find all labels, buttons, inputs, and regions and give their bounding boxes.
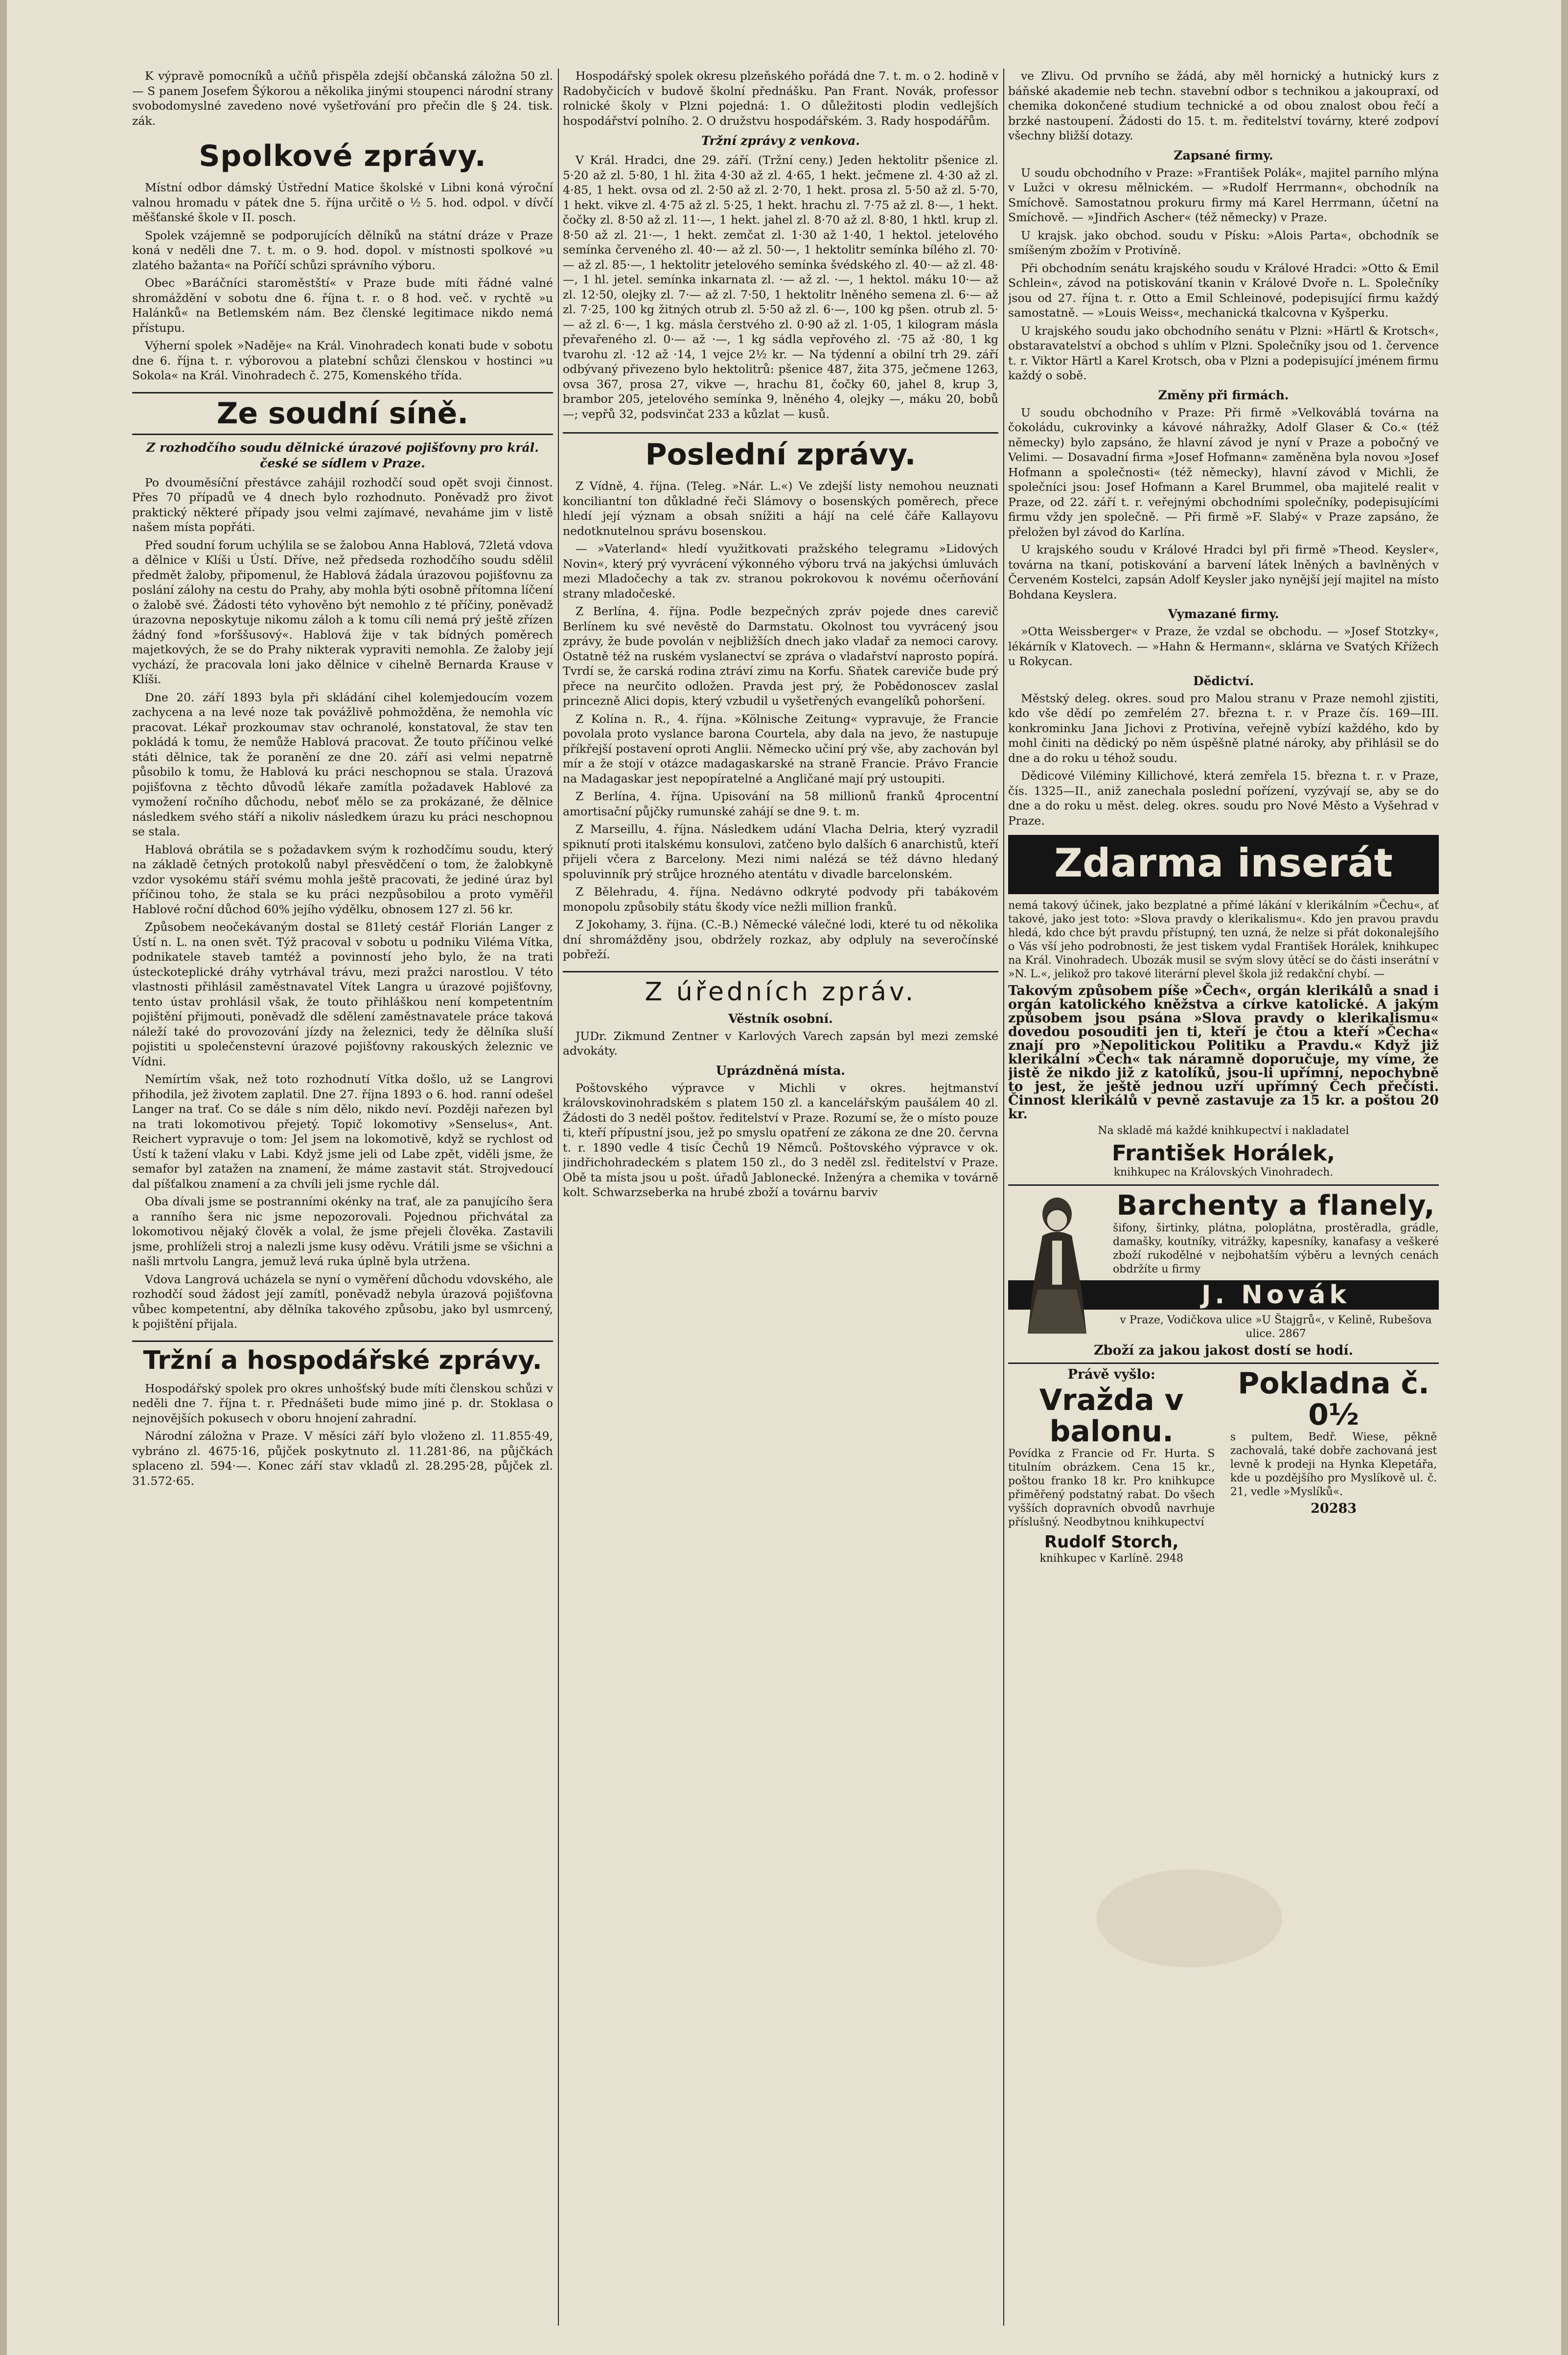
article-text: Po dvouměsíční přestávce zahájil rozhodčí soud opět svoji činnost. Přes 70 případů ve 4 dnech bylo rozhodnuto. Poněvadž pro život praktický některé případy jsou velmi zajímavé, nevaháme jim v listě našem místa popřáti. <box>132 475 553 534</box>
article-subheading: Věstník osobní. <box>728 1011 833 1026</box>
article-text: Hablová obrátila se s požadavkem svým k rozhodčímu soudu, který na základě četných protokolů nabyl přesvědčení o tom, že žalobkyně vzdor vysokému stáří svému mohla ještě pracovati, že jediné úraz byl příčinou toho, že stala se ku práci nezpůsobilou a proto vyměřil Hablové roční důchod 60% jejího výdělku, obnosem 127 zl. 56 kr. <box>132 842 553 916</box>
ad-text: Takovým způsobem píše »Čech«, orgán klerikálů a snad i orgán katolického kněžstva a církve katolické. A jakým způsobem jsou psána »Slova pravdy o klerikalismu« dovedou posouditi jen ti, kteří je čtou a kteří »Čecha« znají pro »Nepolitickou Politiku a Pravdu.« Když již klerikální »Čech« tak náramně doporučuje, my víme, že jistě že nikdo již z katolíků, jsou-li upřímní, nepochybně to jest, že ještě jednou uzří upřímný Čech přečísti. Činnost klerikálů v pevně zastavuje za 15 kr. a poštou 20 kr. <box>1008 983 1439 1122</box>
column-rule <box>558 69 559 2326</box>
ad-pokladna-title: Pokladna č. 0½ <box>1238 1366 1430 1432</box>
article-text: Výherní spolek »Naděje« na Král. Vinohradech konati bude v sobotu dne 6. října t. r. výborovou a platební schůzi členskou v hostinci »u Sokola« na Král. Vinohradech č. 275, Komenského třída. <box>132 339 553 382</box>
article-text: Oba dívali jsme se postranními okénky na trať, ale za panujícího šera a ranního šera nic jsme nepozorovali. Pojednou přichvátal za lokomotivou nějaký člověk a volal, že jsme přejeli člověka. Zastavili jsme, prohlíželi stroj a nalezli jsme kusy oděvu. Vrátili jsme se všichni a našli mrtvolu Langra, jemuž levá ruka úplně byla utržena. <box>132 1195 553 1268</box>
article-text: Národní záložna v Praze. V měsíci září bylo vloženo zl. 11.855·49, vybráno zl. 4675·16, půjček poskytnuto zl. 11.281·86, na půjčkách splaceno zl. 594·—. Konec září stav vkladů zl. 28.295·28, půjček zl. 31.572·65. <box>132 1429 553 1488</box>
paper-edge-right <box>1561 0 1568 2355</box>
article-text: Hospodářský spolek pro okres unhošťský bude míti členskou schůzi v neděli dne 7. října t. r. Přednášeti bude mimo jiné p. dr. Stoklasa o nejnovějších pokusech v oboru hnojení zahradní. <box>132 1381 553 1425</box>
article-subheading: Uprázdněná místa. <box>716 1063 845 1078</box>
article-text: JUDr. Zikmund Zentner v Karlových Varech zapsán byl mezi zemské advokáty. <box>563 1029 998 1058</box>
article-subheading: Vymazané firmy. <box>1168 607 1279 621</box>
column-1 <box>132 69 553 2326</box>
article-text: Místní odbor dámský Ústřední Matice školské v Libni koná výroční valnou hromadu v pátek dne 5. října určitě o ½ 5. hod. odpol. v dívčí měšťanské škole v II. posch. <box>132 181 553 224</box>
ad-zdarma-inserat-banner: Zdarma inserát <box>1008 835 1439 894</box>
ad-text: Na skladě má každé knihkupectví i nakladatel <box>1098 1125 1349 1137</box>
ad-kicker: Právě vyšlo: <box>1067 1367 1155 1382</box>
article-text: K výpravě pomocníků a učňů přispěla zdejší občanská záložna 50 zl. — S panem Josefem Šýkorou a několika jinými stoupenci národní strany svobodomyslné zavedeno nové vyšetřování pro přečin dle § 24. tisk. zák. <box>132 69 553 128</box>
article-text: Z Jokohamy, 3. října. (C.-B.) Německé válečné lodi, které tu od několika dní shromážděny jsou, obdržely rozkaz, aby odpluly na severočínské pobřeží. <box>563 918 998 961</box>
ad-book-title: Vražda v balonu. <box>1039 1383 1184 1449</box>
article-text: ve Zlivu. Od prvního se žádá, aby měl hornický a hutnický kurs z báňské akademie neb techn. stavební odbor s technikou a jakoupraxí, od chemika dokončené studium technické a od obou znalost obou řečí a brzké nastoupení. Žádosti do 15. t. m. ředitelství továrny, které zodpoví všechny bližší dotazy. <box>1008 69 1439 142</box>
section-heading-trzni: Tržní a hospodářské zprávy. <box>132 1340 553 1375</box>
section-heading-spolkove: Spolkové zprávy. <box>199 139 486 173</box>
article-subheading: Tržní zprávy z venkova. <box>701 134 860 148</box>
section-heading-posledni: Poslední zprávy. <box>563 432 998 472</box>
article-text: Poštovského výpravce v Michli v okres. hejtmanství královskovinohradském s platem 150 zl. a kancelářským paušálem 40 zl. Žádosti do 3 neděl poštov. ředitelství v Praze. Rozumí se, že o místo pouze ti, kteří přípustní jsou, jež po smyslu opatření ze zákona ze dne 20. června t. r. 1890 vedle 4 tisíc Čechů 19 Němců. Poštovského výpravce v ok. jindřichohradeckém s platem 150 zl., do 3 neděl zsl. ředitelství v Praze. Obě ta místa jsou u pošt. úřadů Jablonecké. Inženýra a chemika v továrně kolt. Schwarzseberka na hrubé zboží a továrnu barviv <box>563 1081 998 1199</box>
ad-text: šifony, širtinky, plátna, poloplátna, prostěradla, grádle, damašky, koutníky, vitrážky, kapesníky, kanafasy a veškeré zboží rukodělné v nejbohatším výběru a levných cenách obdržíte u firmy <box>1113 1222 1439 1275</box>
article-text: Při obchodním senátu krajského soudu v Králové Hradci: »Otto & Emil Schlein«, závod na potiskování tkanin v Králové Dvoře n. L. Společníky jsou od 27. října t. r. Otto a Emil Schleinové, podepisující firmu každý samostatně. — »Louis Weiss«, mechanická tkalcovna v Kyšperku. <box>1008 261 1439 320</box>
article-text: Před soudní forum uchýlila se se žalobou Anna Hablová, 72letá vdova a dělnice v Klíši u Ústí. Dříve, než předseda rozhodčího soudu sdělil předmět žaloby, připomenul, že Hablová žádala úrazovou pojišťovnu za poslání zálohy na cestu do Prahy, aby mohla býti osobně přítomna líčení o žalobě své. Žádosti této vyhověno být nemohlo z té příčiny, poněvadž úrazovna neposkytuje nikomu záloh a k tomu cíli nemá prý ještě zřízen žádný fond »forššusový«. Hablová žije v tak bídných poměrech majetkových, že se do Prahy nikterak vypraviti nemohla. Ze žaloby její vychází, že pracovala loni jako dělnice v cihelně Bernarda Krause v Klíši. <box>132 538 553 686</box>
article-text: U krajského soudu v Králové Hradci byl při firmě »Theod. Keysler«, továrna na tkaní, potiskování a barvení látek lněných a bavlněných v Červeném Kostelci, zapsán Adolf Keysler jako nynější její majitel na místo Bohdana Keyslera. <box>1008 543 1439 601</box>
ad-firm-name: J. Novák <box>1008 1280 1439 1310</box>
article-text: — »Vaterland« hledí využitkovati pražského telegramu »Lidových Novin«, který prý vyvrácení výkonného výboru trvá na jakýchsi úmluvách mezi Mladočechy a tak zv. stranou pokrokovou k novému očerňování strany mladočeské. <box>563 542 998 600</box>
woman-figure-illustration <box>1008 1192 1106 1339</box>
article-text: Z Berlína, 4. října. Upisování na 58 millionů franků 4procentní amortisační půjčky rumunské zahájí se dne 9. t. m. <box>563 789 998 818</box>
article-text: V Král. Hradci, dne 29. září. (Tržní ceny.) Jeden hektolitr pšenice zl. 5·20 až zl. 5·80, 1 hl. žita 4·30 až zl. 4·65, 1 hekt. ječmene zl. 4·30 až zl. 4·85, 1 hekt. ovsa od zl. 2·50 až zl. 2·70, 1 hekt. prosa zl. 5·50 až zl. 5·70, 1 hekt. vikve zl. 4·75 až zl. 5·25, 1 hekt. hrachu zl. 7·75 až zl. 8·—, 1 hekt. čočky zl. 8·50 až zl. 11·—, 1 hekt. jahel zl. 8·70 až zl. 8·80, 1 hktl. krup zl. 8·50 až zl. 21·—, 1 hekt. zemčat zl. 1·30 až 1·40, 1 hektol. jetelového semínka červeného zl. 40·— až zl. 50·—, 1 hektolitr semínka bílého zl. 70·— až zl. 85·—, 1 hektolitr jetelového semínka švédského zl. 40·— až zl. 48·—, 1 hl. jetel. semínka inkarnata zl. ·— až zl. ·—, 1 hektol. máku 10·— až zl. 12·50, olejky zl. 7·— až zl. 7·50, 1 hektolitr lněného semena zl. 6·— až zl. 7·25, 100 kg žitných otrub zl. 5·50 až zl. 6·—, 100 kg pšen. otrub zl. 5·— až zl. 6·—, 1 kg. másla čerstvého zl. 0·90 až zl. 1·05, 1 kilogram másla převařeného zl. 0·— až ·—, 1 kg sádla vepřového zl. ·75 až ·80, 1 kg tvarohu zl. ·12 až ·14, 1 vejce 2½ kr. — Na týdenní a obilní trh 29. září odbývaný přivezeno bylo hektolitrů: pšenice 487, žita 375, ječmene 1263, ovsa 367, prosa 27, vikve —, hrachu 81, čočky 60, jahel 8, krup 3, brambor 205, jetelového semínka 9, lněného 4, olejky —, máku 20, bobů —; vepřů 32, podsvinčat 233 a kůzlat — kusů. <box>563 153 998 421</box>
article-text: Z Bělehradu, 4. října. Nedávno odkryté podvody při tabákovém monopolu způsobily státu škody více nežli million franků. <box>563 885 998 914</box>
article-text: U soudu obchodního v Praze: »František Polák«, majitel parního mlýna v Lužci v okresu mělnickém. — »Rudolf Herrmann«, obchodník na Smíchově. Samostatnou prokuru firmy má Karel Herrmann, účetní na Smíchově. — »Jindřich Ascher« (též německy) v Praze. <box>1008 165 1439 224</box>
ad-note: Zboží za jakou jakost dostí se hodí. <box>1093 1343 1354 1358</box>
ad-seller-sub: knihkupec v Karlíně. 2948 <box>1039 1552 1183 1565</box>
ad-text: Povídka z Francie od Fr. Hurta. S titulním obrázkem. Cena 15 kr., poštou franko 18 kr. Pro knihkupce přiměřený podstatný rabat. Do všech vyšších dopravních obvodů navrhuje příslušný. Neodbytnou knihkupectví <box>1008 1448 1215 1528</box>
section-heading-uredni: Z úředních zpráv. <box>563 971 998 1007</box>
ad-barchenty-title: Barchenty a flanely, <box>1116 1190 1435 1222</box>
column-2 <box>563 69 998 2326</box>
ad-barchenty <box>1008 1184 1439 1358</box>
article-text: U krajského soudu jako obchodního senátu v Plzni: »Härtl & Krotsch«, obstaravatelství a obchod s uhlím v Plzni. Společníky jsou od 1. července t. r. Viktor Härtl a Karel Krotsch, oba v Plzni a podepisující jménem firmu každý o sobě. <box>1008 323 1439 382</box>
ad-vrazda-v-balonu <box>1008 1368 1215 1569</box>
ad-publisher-sub: knihkupec na Královských Vinohradech. <box>1113 1166 1334 1178</box>
article-text: Městský deleg. okres. soud pro Malou stranu v Praze nemohl zjistiti, kdo vše dědí po zemřelém 27. března t. r. v Praze čís. 169—III. konkrominku Jana Jichovi z Protivína, veřejně vybízí každého, kdo by mohl činiti na dědický po něm úspěšně platné nároky, aby přihlásil se do dne a do roku u téhož soudu. <box>1008 691 1439 765</box>
article-text: Vdova Langrová ucházela se nyní o vyměření důchodu vdovského, ale rozhodčí soud žádost její zamítl, poněvadž nebyla úrazová pojišťovna vůbec kompetentní, aby dělníka takového způsobu, jako byl usmrcený, k pojištění přijala. <box>132 1272 553 1331</box>
article-text: Způsobem neočekávaným dostal se 81letý cestář Florián Langer z Ústí n. L. na onen svět. Týž pracoval v sobotu u podniku Viléma Vítka, podnikatele staveb tamtéž a povinností jeho bylo, že na trati ústeckoteplické dráhy vytrhával trávu, mezi pražci narostlou. V této vlastnosti přihlásil zaměstnavatel Vítek Langra u úrazové pojišťovny, tento ústav prohlásil však, že touto přihláškou není kompetentním pojištění přijmouti, poněvadž dle sdělení zaměstnavatele práce taková náleží také do provozování jízdy na železnici, tedy že dělníka sluší pojistiti u společenstevní úrazové pojišťovny rakouských železnic ve Vídni. <box>132 920 553 1068</box>
article-text: Z Marseillu, 4. října. Následkem udání Vlacha Delria, který vyzradil spiknutí proti italskému konsulovi, zatčeno bylo dalších 6 anarchistů, kteří přijeli včera z Barcelony. Mezi nimi nalézá se též dávno hledaný spoluvinník prý strůjce hrozného atentátu v divadle barcelonském. <box>563 822 998 881</box>
paper-edge-left <box>0 0 7 2355</box>
article-text: Dne 20. září 1893 byla při skládání cihel kolemjedoucím vozem zachycena a na levé noze tak povážlivě pohmožděna, že nemohla víc pracovat. Lékař prozkoumav stav ochranolé, konstatoval, že stav ten pokládá k tomu, že nemůže Hablová pracovat. Že touto příčinou velké státi dělnice, tak že poranění ze dne 20. září asi velmi nepatrně působilo k tomu, že Hablová ku práci neschopnou se stala. Úrazová pojišťovna z těchto důvodů lékaře zamítla požadavek Hablové za vymožení ročního důchodu, neboť mělo se za prokázané, že dělnice následkem svého stáří a nikoliv následkem úrazu ku práci neschopnou se stala. <box>132 690 553 838</box>
section-heading-soudni-sin: Ze soudní síně. <box>132 392 553 435</box>
column-3 <box>1008 69 1439 2326</box>
ad-bottom-row <box>1008 1362 1439 1569</box>
ad-address: v Praze, Vodičkova ulice »U Štajgrů«, v Kelině, Rubešova ulice. 2867 <box>1120 1314 1432 1340</box>
article-text: Z Kolína n. R., 4. října. »Kölnische Zeitung« vypravuje, že Francie povolala proto vyslance barona Courtela, aby dala na jevo, že nastupuje příkřejší postavení oproti Anglii. Německo učiní prý vše, aby zachován byl mír a že stojí v otázce madagaskarské na straně Francie. Právo Francie na Madagaskar jest nepopíratelné a Angličané mají prý ustoupiti. <box>563 712 998 785</box>
article-subheading: Z rozhodčího soudu dělnické úrazové pojišťovny pro král. české se sídlem v Praze. <box>146 440 539 470</box>
ad-seller-name: Rudolf Storch, <box>1044 1532 1179 1552</box>
article-text: Hospodářský spolek okresu plzeňského pořádá dne 7. t. m. o 2. hodině v Radobyčicích v budově školní přednášku. Pan Frant. Novák, professor rolnické školy v Plzni pojedná: 1. O důležitosti plodin vedlejších hospodářství polního. 2. O družstvu hospodářském. 3. Rady hospodářům. <box>563 69 998 128</box>
article-text: Nemírtím však, než toto rozhodnutí Vítka došlo, už se Langrovi přihodila, jež životem zaplatil. Dne 27. října 1893 o 6. hod. ranní odešel Langer na trať. Co se dále s ním dělo, nikdo neví. Později nařezen byl na trati lokomotivou přejetý. Topič lokomotivy »Senselus«, Ant. Reichert vypravuje o tom: Jel jsem na lokomotivě, když se rychlost od Ústí k tažení vlaku v Labi. Když jsme jeli od Labe zpět, viděli jsme, že semafor byl zatažen na znamení, že máme zastavit stát. Strojvedoucí dal píšťalkou znamení a za chvíli jeli jsme rychle dál. <box>132 1072 553 1191</box>
article-subheading: Zapsané firmy. <box>1174 148 1273 162</box>
article-text: Obec »Baráčníci staroměstští« v Praze bude míti řádné valné shromáždění v sobotu dne 6. října t. r. o 8 hod. več. v rychtě »u Halánků« na Betlemském nám. Bez členské legitimace nikdo nemá přístupu. <box>132 276 553 335</box>
article-subheading: Změny při firmách. <box>1158 388 1289 402</box>
article-text: U krajsk. jako obchod. soudu v Písku: »Alois Parta«, obchodník se smíšeným zbožím v Protivíně. <box>1008 228 1439 257</box>
article-text: Dědicové Viléminy Killichové, která zemřela 15. března t. r. v Praze, čís. 1325—II., aniž zanechala poslední pořízení, vyzývají se, aby se do dne a do roku u měst. deleg. okres. soudu pro Nové Město a Vyšehrad v Praze. <box>1008 769 1439 828</box>
article-text: »Otta Weissberger« v Praze, že vzdal se obchodu. — »Josef Stotzky«, lékárník v Klatovech. — »Hahn & Hermann«, sklárna ve Svatých Křížech u Rokycan. <box>1008 624 1439 668</box>
ad-text: nemá takový účinek, jako bezplatné a přímé lákání v klerikálním »Čechu«, ať takové, jako jest toto: »Slova pravdy o klerikalismu«. Kdo jen pravou pravdu hledá, kdo chce být pravdu přístupný, ten uzná, že nelze si přát dokonalejšího o Vás vší jeho podrobnosti, že jest tiskem vydal František Horálek, knihkupec na Král. Vinohradech. Ubozák musil se svým slovy útěcí se do části inserátní v »N. L.«, jelikož pro takové literární plevel škola již redakční chybí. — <box>1008 900 1439 980</box>
article-subheading: Dědictví. <box>1193 673 1254 688</box>
ad-text: s pultem, Bedř. Wiese, pěkně zachovalá, také dobře zachovaná jest levně k prodeji na Hynka Klepetářa, kde u pozdějšího pro Myslíkově ul. č. 21, vedle »Myslíků«. <box>1230 1431 1437 1498</box>
article-text: Z Berlína, 4. října. Podle bezpečných zpráv pojede dnes carevič Berlínem ku své nevěstě do Darmstatu. Okolnost tou vyvrácený jsou zprávy, že bude povolán v nejbližších dnech jako vladař za nemoci carovy. Ostatně též na ruském vyslanectví se zpráva o vladařství naprosto popírá. Tvrdí se, že carská rodina ztráví zimu na Korfu. Sňatek careviče bude prý přece na neurčito odložen. Pravda jest prý, že Pobědonoscev zaslal princezně Alici dopis, který vzbudil u vyšetřených evangelíků pohoršení. <box>563 604 998 708</box>
article-text: U soudu obchodního v Praze: Při firmě »Velkováblá továrna na čokoládu, cukrovinky a kávové náhražky, Adolf Glaser & Co.« (též německy) bylo zapsáno, že hlavní závod je nyní v Praze a pobočný ve Velimi. — Dosavadní firma »Josef Hofmann« zaměněna byla novou »Josef Hofmann a společnosti« (též německy), hlavní závod v Michli, že společníci jsou: Josef Hofmann a Karel Brummel, oba majitelé realit v Praze, od 22. září t. r. veřejnými obchodními společníky, podepisujícími firmu vždy jen společně. — Při firmě »F. Slabý« v Praze zapsáno, že přeložen byl závod do Karlína. <box>1008 405 1439 539</box>
article-text: Spolek vzájemně se podporujících dělníků na státní dráze v Praze koná v neděli dne 7. t. m. o 9. hod. dopol. v místnosti spolkové »u zlatého bažanta« na Poříčí schůzi správního výboru. <box>132 228 553 272</box>
ad-pokladna <box>1230 1368 1437 1519</box>
column-rule <box>1003 69 1004 2326</box>
ad-publisher-name: František Horálek, <box>1111 1141 1336 1166</box>
ad-number: 20283 <box>1311 1501 1357 1516</box>
article-text: Z Vídně, 4. října. (Teleg. »Nár. L.«) Ve zdejší listy nemohou neuznati konciliantní ton důkladné řeči Slámovy o bosenských poměrech, přece hledí její význam a obsah snížiti a hájí na celé čáře Kallayovu nedotknutelnou správu bosenskou. <box>563 479 998 538</box>
